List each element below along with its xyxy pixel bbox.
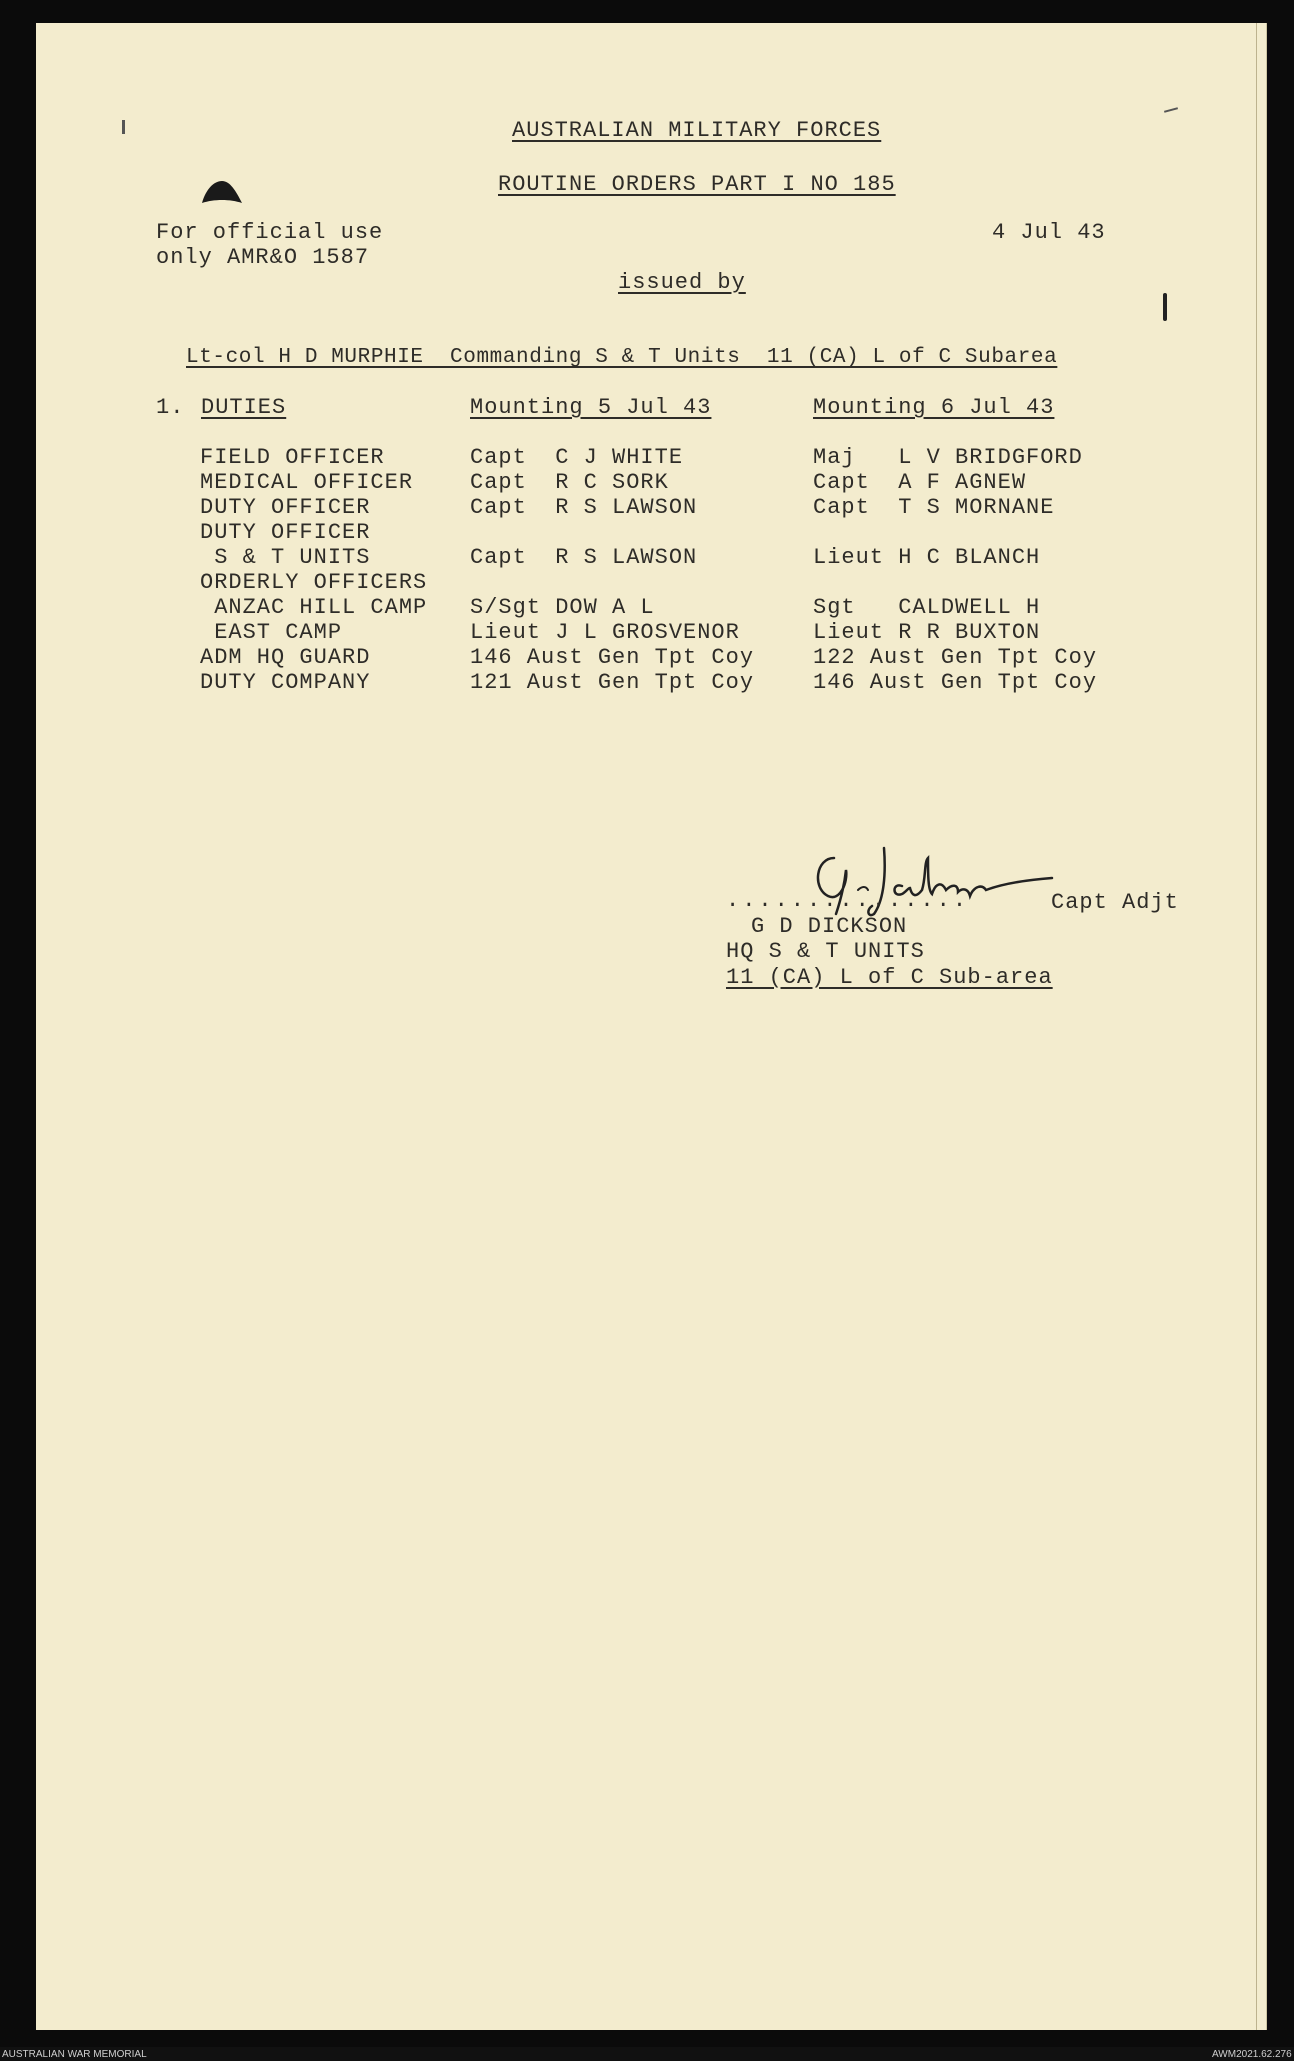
duty-day1: 121 Aust Gen Tpt Coy — [470, 670, 755, 695]
duty-day2: Capt A F AGNEW — [813, 470, 1027, 495]
official-use-line2: only AMR&O 1587 — [156, 245, 370, 270]
duty-day2: Maj L V BRIDGFORD — [813, 445, 1083, 470]
duty-role: ANZAC HILL CAMP — [200, 595, 428, 620]
duty-role: DUTY COMPANY — [200, 670, 371, 695]
ink-speck — [1164, 107, 1178, 113]
ink-speck — [1163, 293, 1167, 321]
order-date: 4 Jul 43 — [992, 220, 1106, 245]
signature-name: G D DICKSON — [751, 914, 908, 939]
duty-role: FIELD OFFICER — [200, 445, 385, 470]
duty-role: MEDICAL OFFICER — [200, 470, 414, 495]
duty-day2: Capt T S MORNANE — [813, 495, 1055, 520]
ink-speck — [122, 120, 125, 134]
footer-accession-number: AWM2021.62.276 — [1212, 2049, 1292, 2060]
duty-day2: 146 Aust Gen Tpt Coy — [813, 670, 1098, 695]
duty-day1: S/Sgt DOW A L — [470, 595, 655, 620]
org-title: AUSTRALIAN MILITARY FORCES — [512, 118, 882, 143]
punch-hole-mark — [200, 179, 244, 205]
duty-day2: Lieut H C BLANCH — [813, 545, 1041, 570]
signature-dotted-line: ............... — [726, 888, 970, 913]
section-number: 1. — [156, 395, 185, 420]
duty-role: ORDERLY OFFICERS — [200, 570, 428, 595]
duty-day1: Capt C J WHITE — [470, 445, 684, 470]
duty-role: DUTY OFFICER — [200, 520, 371, 545]
col1-heading: Mounting 5 Jul 43 — [470, 395, 712, 420]
signature-unit: HQ S & T UNITS — [726, 939, 925, 964]
duty-role: S & T UNITS — [200, 545, 371, 570]
issued-by: issued by — [618, 270, 746, 295]
duty-day1: 146 Aust Gen Tpt Coy — [470, 645, 755, 670]
col2-heading: Mounting 6 Jul 43 — [813, 395, 1055, 420]
duty-role: DUTY OFFICER — [200, 495, 371, 520]
footer-archive-label: AUSTRALIAN WAR MEMORIAL — [2, 2049, 147, 2060]
commander-line: Lt-col H D MURPHIE Commanding S & T Units 11 (CA) L of C Subarea — [186, 346, 1058, 369]
official-use-line1: For official use — [156, 220, 384, 245]
duty-day1: Capt R S LAWSON — [470, 495, 698, 520]
document-sheet — [36, 23, 1267, 2030]
duty-day1: Capt R C SORK — [470, 470, 669, 495]
signature-area: 11 (CA) L of C Sub-area — [726, 965, 1053, 990]
duty-day2: 122 Aust Gen Tpt Coy — [813, 645, 1098, 670]
orders-title: ROUTINE ORDERS PART I NO 185 — [498, 172, 896, 197]
signature-rank: Capt Adjt — [1051, 890, 1179, 915]
duty-role: EAST CAMP — [200, 620, 343, 645]
duty-day2: Sgt CALDWELL H — [813, 595, 1041, 620]
section-title: DUTIES — [201, 395, 287, 420]
duty-day2: Lieut R R BUXTON — [813, 620, 1041, 645]
duty-day1: Lieut J L GROSVENOR — [470, 620, 740, 645]
duty-role: ADM HQ GUARD — [200, 645, 371, 670]
duty-day1: Capt R S LAWSON — [470, 545, 698, 570]
